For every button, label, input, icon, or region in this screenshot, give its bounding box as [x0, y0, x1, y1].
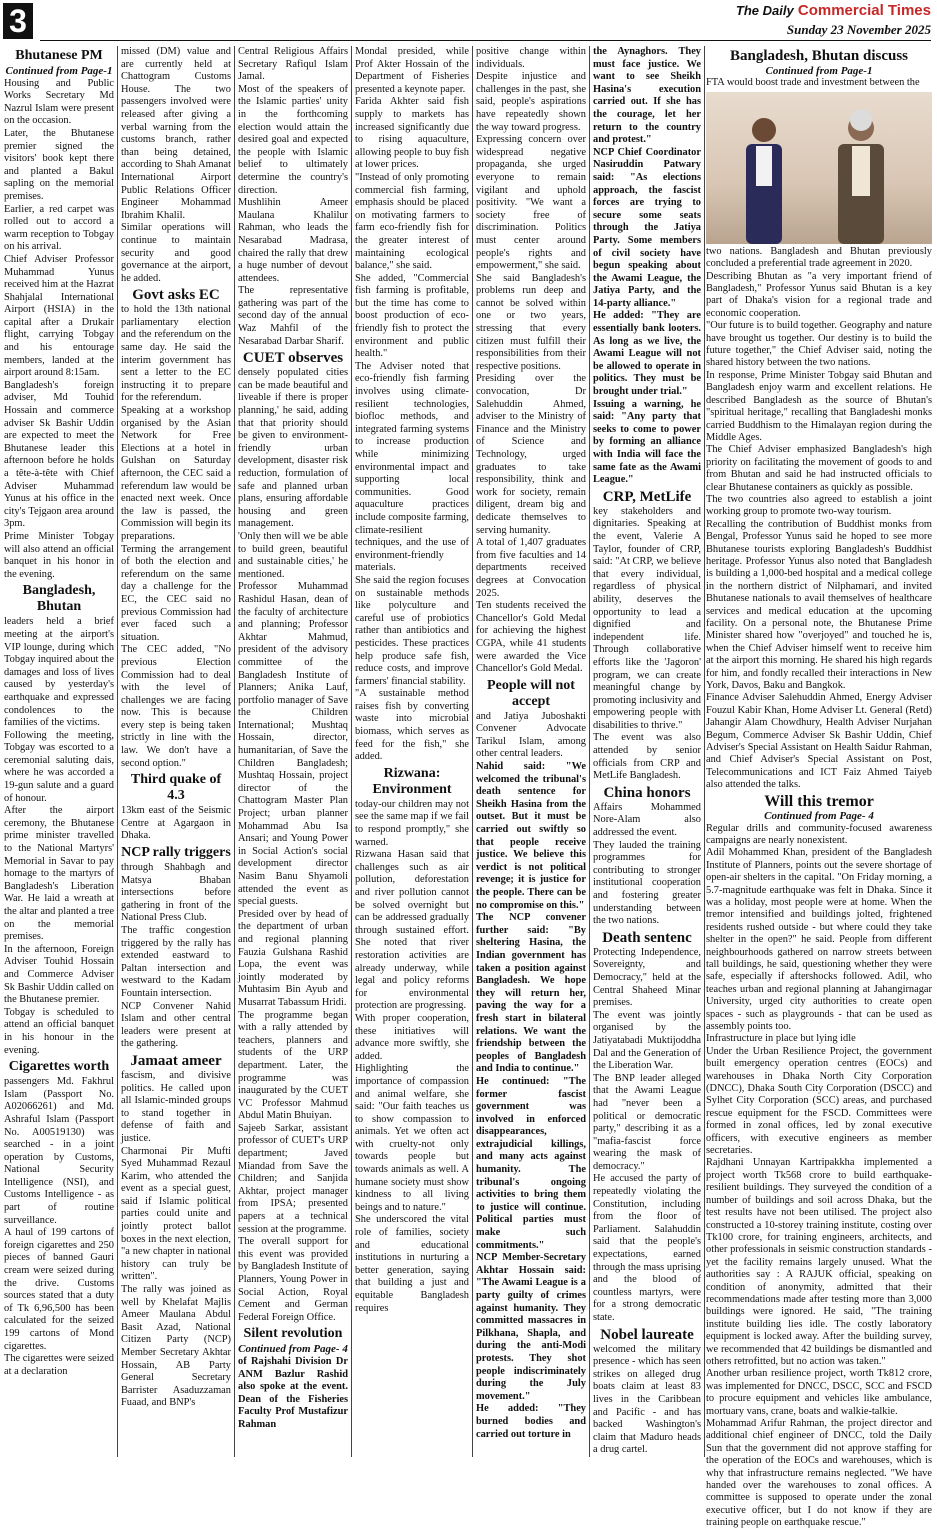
paragraph: to hold the 13th national parliamentary election and the referendum on the same day. He said the interim government has sent a letter to the EC instructing it to prepare for the referendum. [121, 304, 231, 404]
column-5 [476, 46, 586, 1457]
column-divider [589, 46, 590, 1457]
masthead-the: The Daily [735, 3, 794, 18]
paragraph: Similar operations will continue to maintain security and good governance at the airport, he added. [121, 222, 231, 284]
paragraph: The event was jointly organised by the Jatiyatabadi Muktijoddha Dal and the Generation of the Liberation War. [593, 1009, 701, 1072]
column-2 [121, 46, 231, 1457]
paragraph: Recalling the contribution of Buddhist monks from Bengal, Professor Yunus said he hoped to see more Bhutanese tourists exploring Bangladesh's Buddhist heritage. Professor Yunus also noted that Bangladesh is building a 1,000-bed hospital and a medical college in the northern district of Nilphamari, and invited Bhutanese nationals to avail themselves of healthcare services and medical education at the upcoming facility. On a personal note, the Bhutanese Prime Minister shared how "overjoyed" and touched he is, when the Chief Adviser himself went to receive him at the airport this morning. He shared his high regards for him, and fondly recalled their interactions in New York, Davos, Baku and Bangkok. [706, 518, 932, 692]
paragraph: of Rajshahi Division Dr ANM Bazlur Rashid also spoke at the event. Dean of the Fisheries Faculty Prof Mustafizur Rahman [238, 1355, 348, 1430]
paragraph: Most of the speakers of the Islamic parties' unity in the forthcoming election would attain the desired goal and expected the people with Islamic belief to ultimately determine the country's direction. [238, 83, 348, 196]
paragraph: missed (DM) value and are currently held at Chattogram Customs House. The two passengers involved were released after giving a verbal warning from the customs branch, rather than being detained, according to Shah Amanat International Airport Public Relations Officer Engineer Mohammad Ibrahim Khalil. [121, 46, 231, 221]
paragraph: Presiding over the convocation, Dr Salehuddin Ahmed, adviser to the Ministry of Finance and the Ministry of Science and Technology, urged graduates to take responsibility, think and work for society, remain diligent, dream big and dedicate themselves to serving humanity. [476, 373, 586, 536]
paragraph: Earlier, a red carpet was rolled out to accord a warm reception to Tobgay on his arrival. [4, 203, 114, 253]
paragraph: Nahid said: "We welcomed the tribunal's death sentence for Sheikh Hasina from the outset. But it must be carried out swiftly so that people receive justice. We believe this verdict is not political revenge; it is justice for the people. There can be no compromise on this." [476, 761, 586, 911]
paragraph: 13km east of the Seismic Centre at Agargaon in Dhaka. [121, 805, 231, 842]
paragraph: 'Only then will we be able to build green, beautiful and sustainable cities,' he mentioned. [238, 530, 348, 580]
paragraph: NCP Chief Coordinator Nasiruddin Patwary said: "As elections approach, the fascist forces are trying to secure some seats through the Jatiya Party. Some members of civil society have begun speaking about the Awami League, the Jatiya Party, and the 14-party alliance." [593, 146, 701, 309]
paragraph: She said the region focuses on sustainable methods like polyculture and careful use of probiotics rather than antibiotics and pesticides. These practices help produce safe fish, reduce costs, and improve farmers' financial stability. [355, 574, 469, 687]
paragraph: Terming the arrangement of both the election and referendum on the same day a challenge for the EC, the CEC said no previous Commission had ever faced such a situation. [121, 543, 231, 643]
paragraph: The NCP convener further said: "By sheltering Hasina, the Indian government has taken a position against Bangladesh. We hope they will return her, paving the way for a fresh start in bilateral relations. We want the friendship between the peoples of Bangladesh and India to continue." [476, 912, 586, 1075]
paragraph: Expressing concern over widespread negative propaganda, she urged everyone to remain vigilant and uphold positivity. "We want a society free of discrimination. Politics must center around people's rights and empowerment," she said. [476, 134, 586, 272]
paragraph: Sajeeb Sarkar, assistant professor of CUET's URP department; Javed Miandad from Save the Children; and Sanjida Akhtar, project manager from IPSA; presented papers at a technical session at the programme. [238, 1122, 348, 1235]
paragraph: After the airport ceremony, the Bhutanese prime minister travelled to the National Martyrs' Memorial in Savar to pay homage to the martyrs of Bangladesh's Liberation War. He laid a wreath at the altar and planted a tree on the memorial premises. [4, 805, 114, 943]
headline-silent-revolution: Silent revolution [243, 1326, 343, 1342]
paragraph: through Shahbagh and Matsya Bhaban intersections before gathering in front of the National Press Club. [121, 862, 231, 924]
person-figure-icon [734, 112, 794, 244]
paragraph: He continued: "The former fascist government was involved in enforced disappearances, extrajudicial killings, and many acts against humanity. The tribunal's ongoing activities to bring them to justice will continue. Political parties must make such commitments." [476, 1075, 586, 1251]
paragraph: The two countries also agreed to establish a joint working group to promote two-way tourism. [706, 493, 932, 518]
person-figure-icon [826, 110, 896, 244]
paragraph: Describing Bhutan as "a very important friend of Bangladesh," Professor Yunus said Bhutan is a key part of Dhaka's vision for a regional trade and economic cooperation. [706, 270, 932, 319]
issue-date: Sunday 23 November 2025 [786, 22, 931, 37]
paragraph: Professor Muhammad Rashidul Hasan, dean of the faculty of architecture and planning; Professor Akhtar Mahmud, president of the advisory committee of the Bangladesh Institute of Planners; Anika Lauf, portfolio manager of Save the Children International; Mushtaq Hossain, director, humanitarian, of Save the Children Bangladesh; Mushtaq Hossain, project director of the Chattogram Master Plan Project; urban planner Mohammad Abu Isa Ansari; and Young Power in Social Action's social development director Nasim Banu Shyamoli attended the event as special guests. [238, 581, 348, 908]
headline-bhutanese-pm: Bhutanese PM [15, 48, 103, 63]
paragraph: passengers Md. Fakhrul Islam (Passport No. A02066261) and Md. Ashraful Islam (Passport No. A00519130) was searched - in a joint operation by Customs, National Security Intelligence (NSI), and Customs Intelligence - as part of routine surveillance. [4, 1076, 114, 1226]
paragraph: The Chief Adviser emphasized Bangladesh's high priority on facilitating the movement of goods to and from Bhutan and said he had instructed officials to clear Bhutanese containers as quickly as possible. [706, 444, 932, 493]
paragraph: Rizwana Hasan said that challenges such as air pollution, deforestation and river pollution cannot be solved overnight but can be addressed gradually through sustained effort. She noted that river restoration activities are already underway, while legal and policy reforms for environmental protection are progressing. [355, 849, 469, 1012]
continued-label: Continued from Page-1 [5, 65, 113, 77]
paragraph: Mushlihin Ameer Maulana Khalilur Rahman, who leads the Nesarabad Madrasa, chaired the rally that drew a huge number of devout attendees. [238, 197, 348, 284]
paragraph: Rajdhani Unnayan Kartripakkha implemented a project worth Tk568 crore to build earthquake-resilient buildings. They surveyed the condition of a number of buildings and soil across Dhaka, but the test results have not been utilised. The project also constructed a 10-storey training institute, costing over Tk100 crore, for training engineers, architects, and other professionals in seismic construction standards - yet the facility remains largely unused. What the authorities say : A RAJUK official, speaking on condition of anonymity, admitted that their recommendations made after testing more than 3,000 buildings were ignored. He said, "The training institute building lies idle. The costly laboratory equipment is locked away. After the building survey, we recommended that 42 buildings be dismantled and others retrofitted, but no action was taken." [706, 1157, 932, 1367]
paragraph: Presided over by head of the department of urban and regional planning Fauzia Gulshana Rashid Lopa, the event was jointly moderated by Muhtasim Bin Ayub and Musarrat Tabassum Hridi. [238, 908, 348, 1008]
paragraph: She underscored the vital role of families, society and educational institutions in nurturing a better generation, saying that building a just and equitable Bangladesh requires [355, 1214, 469, 1314]
paragraph: Housing and Public Works Secretary Md Nazrul Islam were present on the occasion. [4, 77, 114, 127]
masthead [736, 2, 931, 19]
paragraph: Highlighting the importance of compassion and animal welfare, she said: "Our faith teaches us to show compassion to animals. Yet we often act with cruelty-not only towards people but towards animals as well. A humane society must show kindness to all living beings and to nature." [355, 1063, 469, 1213]
paragraph: Following the meeting, Tobgay was escorted to a ceremonial saluting dais, where he was accorded a 19-gun salute and a guard of honour. [4, 729, 114, 804]
paragraph: positive change within individuals. [476, 46, 586, 70]
paragraph: A total of 1,407 graduates from five faculties and 14 departments received degrees at Convocation 2025. [476, 537, 586, 599]
paragraph: The programme began with a rally attended by teachers, planners and students of the URP department. Later, the programme was inaugurated by the CUET VC Professor Mahmud Abdul Matin Bhuiyan. [238, 1009, 348, 1122]
paragraph: She added, "Commercial fish farming is profitable, but the time has come to boost production of eco-friendly fish to protect the environment and public health." [355, 272, 469, 360]
paragraph: He added: "They burned bodies and carried out torture in [476, 1403, 586, 1440]
paragraph: A haul of 199 cartons of foreign cigarettes and 250 pieces of banned Gauri cream were seized during the drive. Customs sources stated that a duty of Tk 6,96,500 has been calculated for the seized 199 cartons of Mond cigarettes. [4, 1227, 114, 1352]
paragraph: Issuing a warning, he said: "Any party that seeks to come to power by forming an alliance with India will face the same fate as the Awami League." [593, 398, 701, 486]
column-divider [234, 46, 235, 1457]
paragraph: "Instead of only promoting commercial fish farming, emphasis should be placed on motivating farmers to farm eco-friendly fish for the greater interest of maintaining ecological balance," she said. [355, 171, 469, 272]
paragraph: Adil Mohammed Khan, president of the Bangladesh Institute of Planners, points out the severe shortage of open-air shelters in the capital. "On Friday morning, a 5.7-magnitude earthquake was felt in Dhaka. Since it was a holiday, most people were at home. When the tremor intensified and buildings jolted, frightened residents rushed outside - but where could they take shelter in the open?" he said. People from different neighbourhoods gathered on narrow streets between tall buildings, he said, questioning whether they were safe, especially if aftershocks followed. Adil, who teaches urban and regional planning at Jahangirnagar University, urged city authorities to create open spaces - such as playgrounds - that can be used as assembly points too. [706, 847, 932, 1032]
headline-jamaat-ameer: Jamaat ameer [130, 1052, 222, 1069]
header-rule [40, 40, 931, 41]
headline-people-will-not-accept: People will not accept [487, 677, 575, 709]
paragraph: Central Religious Affairs Secretary Rafiqul Islam Jamal. [238, 46, 348, 83]
paragraph: The representative gathering was part of the second day of the annual Waz Mahfil of the Nesarabad Darbar Sharif. [238, 285, 348, 347]
paragraph: With proper cooperation, these initiatives will advance more swiftly, she added. [355, 1012, 469, 1062]
column-6 [593, 46, 701, 1457]
column-7 [706, 46, 932, 1529]
paragraph: In response, Prime Minister Tobgay said Bhutan and Bangladesh enjoy warm and excellent relations. He described Bangladesh as the source of Bhutan's "spiritual heritage," recalling that Bangladeshi monks carried Buddhism to the Himalayan region during the Middle Ages. [706, 369, 932, 443]
paragraph: Mohammad Arifur Rahman, the project director and additional chief engineer of DNCC, told the Daily Sun that the government did not approve staffing for the operation of the EOCs and warehouses, which is why that infrastructure remains neglected. "We have handed over the warehouses to zonal offices. A committee is supposed to operate under the zonal executive officer, but I do not know if they are training people on earthquake rescue." [706, 1418, 932, 1529]
paragraph: She said Bangladesh's problems run deep and cannot be solved within one or two years, stressing that every citizen must fulfill their responsibilities from their respective positions. [476, 272, 586, 372]
headline-cigarettes-worth: Cigarettes worth [8, 1059, 110, 1075]
column-4 [355, 46, 469, 1457]
headline-third-quake: Third quake of 4.3 [130, 772, 222, 804]
paragraph: densely populated cities can be made beautiful and liveable if there is proper planning,' he said, adding that that priority should be given to environment-friendly urban development, disaster risk reduction, formulation of safe and planned urban plans, ensuring affordable housing and green management. [238, 367, 348, 530]
paragraph: They lauded the training programmes for contributing to stronger institutional cooperation and fostering greater understanding between the two nations. [593, 839, 701, 927]
paragraph: Bangladesh's foreign adviser, Md Touhid Hossain and commerce adviser Sk Bashir Uddin are expected to meet the Bhutanese leader this afternoon before he holds a tête-à-tête with Chief Adviser Muhammad Yunus at his office in the city's Tejgaon area around 3pm. [4, 379, 114, 530]
masthead-name: Commercial Times [797, 2, 931, 19]
paragraph: Protecting Independence, Sovereignty, and Democracy," held at the Central Shaheed Minar premises. [593, 946, 701, 1009]
paragraph: Farida Akhter said fish supply to markets has increased significantly due to rising aquaculture, allowing people to buy fish at lower prices. [355, 96, 469, 171]
paragraph: "A sustainable method raises fish by converting waste into microbial biomass, which serves as feed for the fish," she added. [355, 688, 469, 763]
paragraph: FTA would boost trade and investment between the [706, 77, 920, 89]
headline-nobel-laureate: Nobel laureate [600, 1326, 694, 1343]
paragraph: The BNP leader alleged that the Awami League had "never been a political or democratic party," describing it as a "mafia-fascist force wearing the mask of democracy." [593, 1072, 701, 1172]
headline-ncp-rally: NCP rally triggers [121, 845, 231, 861]
paragraph: The rally was joined as well by Khelafat Majlis Ameer Maulana Abdul Basit Azad, National Citizen Party (NCP) Member Secretary Akhtar Hossain, AB Party General Secretary Barrister Asaduzzaman Fuaad, and BNP's [121, 1284, 231, 1409]
paragraph: Prime Minister Tobgay will also attend an official banquet in his honor in the evening. [4, 530, 114, 580]
column-divider [117, 46, 118, 1457]
paragraph: Ten students received the Chancellor's Gold Medal for achieving the highest CGPA, while 41 students were awarded the Vice Chancellor's Gold Medal. [476, 600, 586, 675]
paragraph: leaders held a brief meeting at the airport's VIP lounge, during which Tobgay inquired about the damages and loss of lives caused by yesterday's earthquake and expressed condolences to the families of the victims. [4, 616, 114, 729]
paragraph: fascism, and divisive politics. He called upon all Islamic-minded groups to stand together in defense of faith and justice. [121, 1069, 231, 1144]
page-number: 3 [3, 3, 33, 39]
paragraph: Charmonai Pir Mufti Syed Muhammad Rezaul Karim, who attended the event as a special guest, said if Islamic political parties could unite and jointly protect ballot boxes in the next election, "a new chapter in national history can truly be written". [121, 1145, 231, 1283]
column-divider [704, 46, 705, 1457]
paragraph: "Our future is to build together. Geography and nature have brought us together. Our destiny is to build the future together," the Chief Adviser said, noting the shared history between the two nations. [706, 320, 932, 369]
paragraph: Despite injustice and challenges in the past, she said, people's aspirations have repeatedly shown the way toward progress. [476, 71, 586, 133]
paragraph: Finance Adviser Salehuddin Ahmed, Energy Adviser Fouzul Kabir Khan, Home Adviser Lt. General (Retd) Jahangir Alam Chowdhury, Health Adviser Nurjahan Begum, Commerce Adviser Sk Bashir Uddin, Chief Adviser's Special Assistant on Health Saidur Rahman, and Chief Adviser's Special Assistant on Post, Telecommunications and ICT Faiz Ahmed Taiyeb also attended the talks. [706, 692, 932, 791]
page-header [0, 0, 937, 44]
headline-crp-metlife: CRP, MetLife [602, 488, 692, 505]
headline-govt-asks-ec: Govt asks EC [132, 287, 220, 304]
paragraph: The CEC added, "No previous Election Commission had to deal with the level of challenges we are facing now. This is because every step is being taken strictly in line with the law. We don't have a second option." [121, 644, 231, 769]
paragraph: and Jatiya Juboshakti Convener Advocate Tarikul Islam, among other central leaders. [476, 710, 586, 760]
paragraph: Later, the Bhutanese premier signed the visitors' book kept there and planted a Bakul sapling on the memorial premises. [4, 127, 114, 202]
paragraph: today-our children may not see the same map if we fail to respond promptly," she warned. [355, 798, 469, 848]
paragraph: Under the Urban Resilience Project, the government built emergency operation centres (EOCs) and warehouses in Dhaka North City Corporation (DNCC), Dhaka South City Corporation (DSCC) and Sylhet City Corporation (SCC) areas, and purchased rescue equipment for the FSCD. Committees were formed in zonal offices, led by zonal executive officers, with executive engineers as member secretaries. [706, 1045, 932, 1157]
paragraph: Speaking at a workshop organised by the Asian Network for Free Elections at a hotel in Gulshan on Saturday afternoon, the CEC said a referendum law would be enacted next week. Once the law is passed, the Commission will begin its preparations. [121, 405, 231, 542]
column-3 [238, 46, 348, 1457]
paragraph: Mondal presided, while Prof Akter Hossain of the Department of Fisheries presented a keynote paper. [355, 46, 469, 95]
paragraph: In the afternoon, Foreign Adviser Touhid Hossain and Commerce Adviser Sk Bashir Uddin called on the Bhutanese premier. [4, 943, 114, 1006]
paragraph: Another urban resilience project, worth Tk812 crore, was implemented for DNCC, DSCC, SCC and FSCD to procure equipment and vehicles like ambulance, mortuary vans, crane, boats and walkie-talkie. [706, 1368, 932, 1417]
headline-will-this-tremor: Will this tremor [764, 792, 874, 810]
headline-china-honors: China honors [603, 784, 691, 801]
paragraph: NCP Member-Secretary Akhtar Hossain said: "The Awami League is a party guilty of crimes against humanity. They committed massacres in Pilkhana, Shapla, and during the anti-Modi protests. They shot people indiscriminately during the July movement." [476, 1252, 586, 1402]
paragraph: Infrastructure in place but lying idle [706, 1033, 856, 1045]
paragraph: two nations. Bangladesh and Bhutan previously concluded a preferential trade agreement in 2020. [706, 245, 932, 270]
paragraph: The overall support for this event was provided by Bangladesh Institute of Planners, Young Power in Social Action, Royal Cement and German Federal Foreign Office. [238, 1236, 348, 1323]
continued-label: Continued from Page-1 [765, 65, 873, 77]
headline-rizwana-environment: Rizwana: Environment [372, 765, 452, 797]
headline-cuet-observes: CUET observes [242, 350, 344, 367]
headline-bangladesh-bhutan: Bangladesh, Bhutan [22, 583, 96, 615]
paragraph: The event was also attended by senior officials from CRP and MetLife Bangladesh. [593, 732, 701, 782]
column-1 [4, 46, 114, 1457]
continued-label: Continued from Page- 4 [764, 810, 874, 823]
paragraph: He accused the party of repeatedly violating the Constitution, including from the floor of Parliament. Salahuddin said that the people's expectations, earned through the mass uprising and the blood of countless martyrs, were for a strong democratic state. [593, 1173, 701, 1323]
column-divider [472, 46, 473, 1457]
paragraph: the Aynaghors. They must face justice. We want to see Sheikh Hasina's execution carried out. If she has the courage, let her return to the country and protest." [593, 46, 701, 146]
paragraph: The Adviser noted that eco-friendly fish farming involves using climate-resilient technologies, biofloc methods, and integrated farming systems to increase production while minimizing environmental impact and supporting local communities. Good aquaculture practices include composite farming, climate-resilient techniques, and the use of environment-friendly materials. [355, 360, 469, 574]
paragraph: Tobgay is scheduled to attend an official banquet in his honour in the evening. [4, 1006, 114, 1056]
headline-death-sentence: Death sentenc [602, 929, 692, 946]
paragraph: welcomed the military presence - which has seen strikes on alleged drug boats claim at least 83 lives in the Caribbean and Pacific - and has backed Washington's claim that Maduro heads a drug cartel. [593, 1343, 701, 1456]
paragraph: The cigarettes were seized at a declaration [4, 1353, 114, 1377]
paragraph: NCP Convener Nahid Islam and other central leaders were present at the gathering. [121, 1000, 231, 1050]
headline-bangladesh-bhutan-discuss: Bangladesh, Bhutan discuss [730, 48, 908, 64]
news-photo [706, 92, 932, 244]
column-divider [351, 46, 352, 1457]
paragraph: Chief Adviser Professor Muhammad Yunus received him at the Hazrat Shahjalal International Airport (HSIA) in the capital after a Drukair flight, carrying Tobgay and his entourage members, landed at the airport around 8:15am. [4, 253, 114, 379]
paragraph: Regular drills and community-focused awareness campaigns are nearly nonexistent. [706, 822, 932, 846]
paragraph: Affairs Mohammed Nore-Alam also addressed the event. [593, 801, 701, 839]
paragraph: He added: "They are essentially bank looters. As long as we live, the Awami League will not be allowed to operate in politics. They must be brought under trial." [593, 310, 701, 398]
paragraph: The traffic congestion triggered by the rally has extended eastward to Paltan intersection and westward to the Kadam Fountain intersection. [121, 925, 231, 999]
paragraph: key stakeholders and dignitaries. Speaking at the event, Valerie A Taylor, founder of CRP, said: "At CRP, we believe that every individual, regardless of physical ability, deserves the opportunity to lead a dignified and independent life. Through collaborative efforts like the 'Jagoron' program, we can create meaningful change by promoting inclusivity and empowering people with disabilities to thrive." [593, 505, 701, 731]
continued-label: Continued from Page- 4 [238, 1343, 348, 1356]
